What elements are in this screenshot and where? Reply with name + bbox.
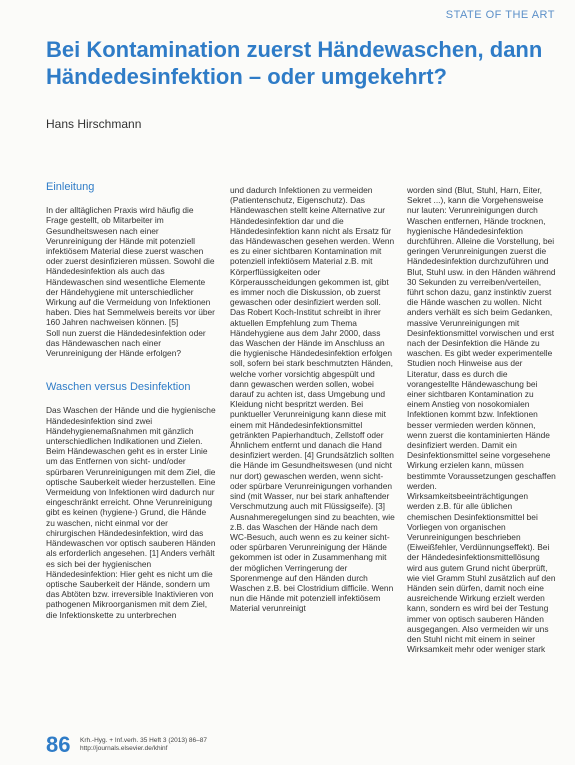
column-2 [230,185,395,614]
paragraph: worden sind (Blut, Stuhl, Harn, Eiter, Sekret ...), kann die Vorgehensweise nur lauten: Verunreinigungen durch Waschen entfernen, Hände trocknen, hygienische Händedesinfektion durchführen. Alleine die Vorstellung, bei geringen Verunreinigungen zuerst die Händedesinfektion durchzuführen und Blut, Stuhl usw. in den Händen während 30 Sekunden zu verreiben/verteilen, führt schon dazu, ganz instinktiv zuerst die Hände waschen zu wollen. Nicht anders verhält es sich beim Gedanken, massive Verunreinigungen mit Desinfektionsmittel vorwischen und erst nach der Desinfektion die Hände zu waschen. Es gibt weder experimentelle Studien noch Hinweise aus der Literatur, dass es durch die vorangestellte Händewaschung bei einer sichtbaren Kontamination zu einem Anstieg von nosokomialen Infektionen kommt bzw. Infektionen besser vermieden werden können, wenn zuerst die kontaminierten Hände desinfiziert werden. Damit ein Desinfektionsmittel seine vorgesehene Wirkung erzielen kann, müssen bestimmte Voraussetzungen geschaffen werden. Wirksamkeitsbeeinträchtigungen werden z.B. für alle üblichen chemischen Desinfektionsmittel bei Vorliegen von organischen Verunreinigungen beschrieben (Eiweißfehler, Verdünnungseffekt). Bei der Händedesinfektionsmittellösung wird aus gutem Grund nicht überprüft, wie viel Gramm Stuhl zusätzlich auf den Händen sein dürfen, damit noch eine ausreichende Wirkung erzielt werden kann, sondern es wird bei der Testung immer von optisch sauberen Händen ausgegangen. Also vermeiden wir uns den Stuhl nicht mit einem in seiner Wirksamkeit mehr oder weniger stark [407,185,556,655]
column-1 [46,182,216,620]
citation-url[interactable]: http://journals.elsevier.de/khinf [80,745,168,752]
article-title: Bei Kontamination zuerst Händewaschen, dann Händedesinfektion – oder umgekehrt? [46,37,543,89]
citation [80,737,207,753]
page-number: 86 [46,732,71,757]
paragraph: Das Waschen der Hände und die hygienische Händedesinfektion sind zwei Händehygienemaßnahmen mit gänzlich unterschiedlichen Indikationen und Zielen. Beim Händewaschen geht es in erster Linie um das Entfernen von sicht- und/oder spürbaren Verunreinigungen mit dem Ziel, die optische Sauberkeit wieder herzustellen. Eine Vermeidung von Infektionen wird dadurch nur eingeschränkt erreicht. Ohne Verunreinigung gibt es keinen (hygiene-) Grund, die Hände zu waschen, nicht einmal vor der chirurgischen Händedesinfektion, wird das Händewaschen vor optisch sauberen Händen als erforderlich angesehen. [1] Anders verhält es sich bei der hygienischen Händedesinfektion: Hier geht es nicht um die optische Sauberkeit der Hände, sondern um das Abtöten bzw. irreversible Inaktivieren von pathogenen Mikroorganismen mit dem Ziel, die Infektionskette zu unterbrechen [46,405,216,620]
section-heading-washing-vs-disinfection: Waschen versus Desinfektion [46,381,191,394]
paragraph: Soll nun zuerst die Händedesinfektion oder das Händewaschen nach einer Verunreinigung der Hände erfolgen? [46,327,206,359]
paragraph: und dadurch Infektionen zu vermeiden (Patientenschutz, Eigenschutz). Das Händewaschen stellt keine Alternative zur Händedesinfektion dar und die Händedesinfektion kann nicht als Ersatz für das Händewaschen gesehen werden. Wenn es zu einer sichtbaren Kontamination mit potenziell infektiösem Material z.B. mit Körperflüssigkeiten oder Körperausscheidungen gekommen ist, gibt es immer noch die Diskussion, ob zuerst gewaschen oder desinfiziert werden soll. Das Robert Koch-Institut schreibt in ihrer aktuellen Empfehlung zum Thema Händehygiene aus dem Jahr 2000, dass das Waschen der Hände im Anschluss an die hygienische Händedesinfektion erfolgen soll, sofern bei stark beschmutzten Händen, welche vorher vorsichtig abgespült und dann gewaschen werden sollen, wobei darauf zu achten ist, dass Umgebung und Kleidung nicht bespritzt werden. Bei punktueller Verunreinigung kann diese mit einem mit Händedesinfektionsmittel getränkten Papierhandtuch, Zellstoff oder Ähnlichem entfernt und danach die Hand desinfiziert werden. [4] Grundsätzlich sollten die Hände im Gesundheitswesen (und nicht nur dort) gewaschen werden, wenn sicht- oder spürbare Verunreinigungen vorhanden sind (mit Wasser, nur bei stark anhaftender Verschmutzung auch mit Flüssigseife). [3] Ausnahmeregelungen sind zu beachten, wie z.B. das Waschen der Hände nach dem WC-Besuch, auch wenn es zu keiner sicht- oder spürbaren Verunreinigung der Hände gekommen ist oder in Zusammenhang mit der möglichen Verringerung der Sporenmenge auf den Händen durch Waschen z.B. bei Clostridium difficile. Wenn nun die Hände mit potenziell infektiösem Material verunreinigt [230,185,395,614]
section-tag: STATE OF THE ART [445,9,555,21]
citation-journal: Krh.-Hyg. + Inf.verh. 35 Heft 3 (2013) 86–87 [80,737,208,744]
paragraph: In der alltäglichen Praxis wird häufig die Frage gestellt, ob Mitarbeiter im Gesundheitswesen nach einer Verunreinigung der Hände mit potenziell infektiösem Material diese zuerst waschen oder zuerst desinfizieren müssen. Sowohl die Händedesinfektion als auch das Händewaschen sind wesentliche Elemente der Händehygiene mit unterschiedlicher Wirkung auf die Vermeidung von Infektionen haben. Dies hat Semmelweis bereits vor über 160 Jahren nachweisen können. [5] [46,205,215,328]
column-3 [407,185,557,654]
section-heading-introduction: Einleitung [46,181,95,193]
article-author: Hans Hirschmann [46,117,142,131]
